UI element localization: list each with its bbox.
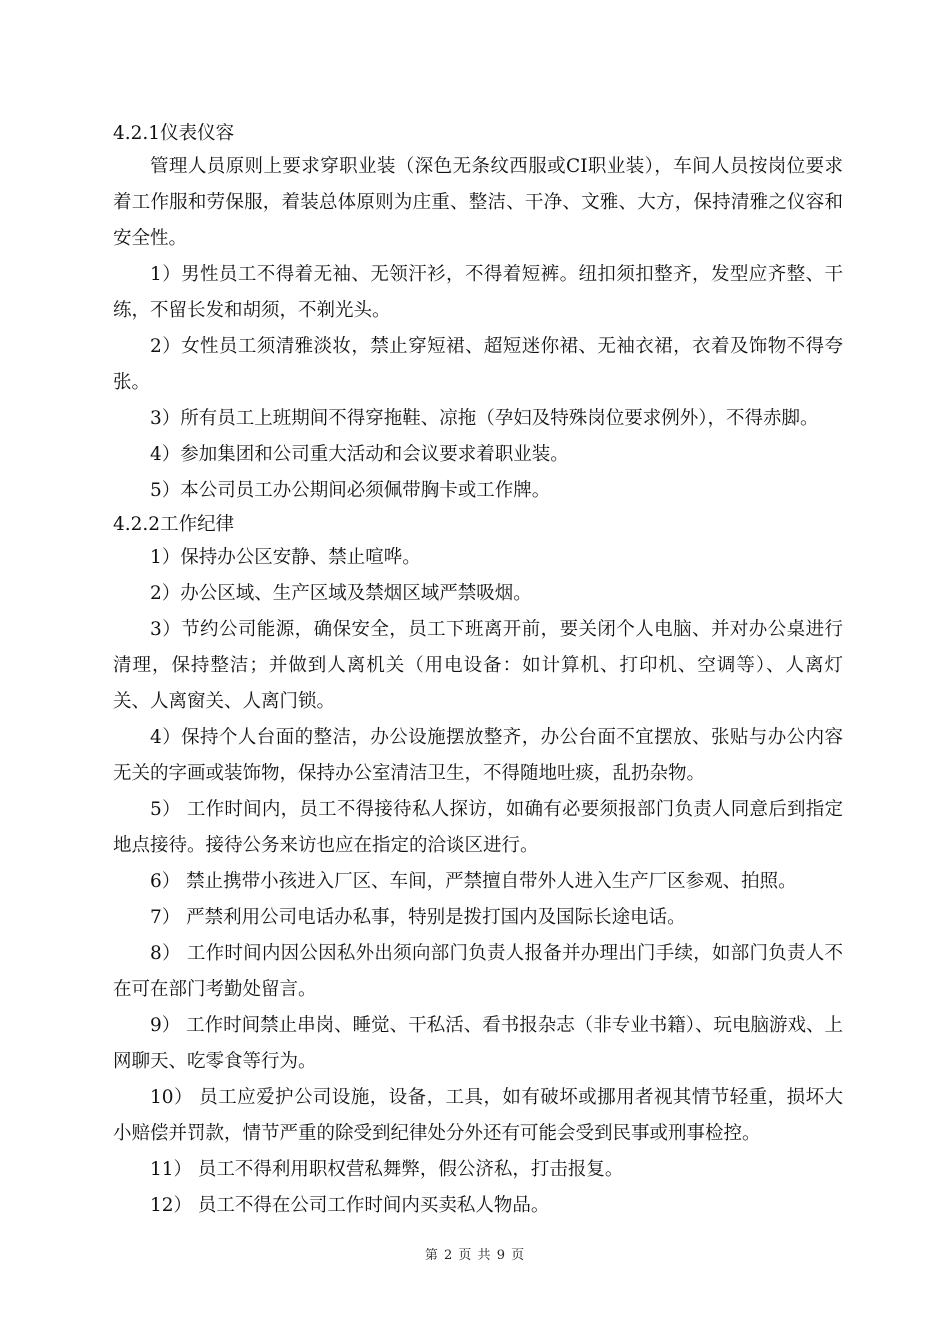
section-heading-4-2-2: 4.2.2工作纪律 bbox=[113, 514, 235, 535]
discipline-rule-6: 6） 禁止携带小孩进入厂区、车间，严禁擅自带外人进入生产厂区参观、拍照。 bbox=[150, 871, 797, 892]
discipline-rule-10: 10） 员工应爱护公司设施，设备，工具，如有破坏或挪用者视其情节轻重，损坏大小赔偿并罚款，情节严重的除受到纪律处分外还有可能会受到民事或刑事检控。 bbox=[113, 1087, 843, 1144]
discipline-rule-7: 7） 严禁利用公司电话办私事，特别是拨打国内及国际长途电话。 bbox=[150, 907, 686, 928]
discipline-rule-1: 1）保持办公区安静、禁止喧哗。 bbox=[150, 547, 421, 568]
discipline-rule-2: 2）办公区域、生产区域及禁烟区域严禁吸烟。 bbox=[150, 583, 532, 604]
discipline-rule-9: 9） 工作时间禁止串岗、睡觉、干私活、看书报杂志（非专业书籍）、玩电脑游戏、上网聊天、吃零食等行为。 bbox=[113, 1015, 843, 1072]
discipline-rule-12: 12） 员工不得在公司工作时间内买卖私人物品。 bbox=[150, 1195, 550, 1216]
dress-rule-5: 5）本公司员工办公期间必须佩带胸卡或工作牌。 bbox=[150, 480, 551, 501]
document-body bbox=[113, 118, 843, 1224]
dress-rule-2: 2）女性员工须清雅淡妆，禁止穿短裙、超短迷你裙、无袖衣裙，衣着及饰物不得夸张。 bbox=[113, 336, 843, 393]
discipline-rule-11: 11） 员工不得利用职权营私舞弊，假公济私，打击报复。 bbox=[150, 1159, 624, 1180]
dress-rule-1: 1）男性员工不得着无袖、无领汗衫，不得着短裤。纽扣须扣整齐，发型应齐整、干练，不留长发和胡须，不剃光头。 bbox=[113, 264, 843, 321]
discipline-rule-8: 8） 工作时间内因公因私外出须向部门负责人报备并办理出门手续，如部门负责人不在可在部门考勤处留言。 bbox=[113, 943, 843, 1000]
discipline-rule-5: 5） 工作时间内，员工不得接待私人探访，如确有必要须报部门负责人同意后到指定地点接待。接待公务来访也应在指定的洽谈区进行。 bbox=[113, 799, 843, 856]
dress-rule-3: 3）所有员工上班期间不得穿拖鞋、凉拖（孕妇及特殊岗位要求例外），不得赤脚。 bbox=[150, 408, 819, 429]
discipline-rule-3: 3）节约公司能源，确保安全，员工下班离开前，要关闭个人电脑、并对办公桌进行清理，保持整洁；并做到人离机关（用电设备：如计算机、打印机、空调等）、人离灯关、人离窗关、人离门锁。 bbox=[113, 619, 843, 712]
dress-rule-4: 4）参加集团和公司重大活动和会议要求着职业装。 bbox=[150, 444, 569, 465]
discipline-rule-4: 4）保持个人台面的整洁，办公设施摆放整齐，办公台面不宜摆放、张贴与办公内容无关的字画或装饰物，保持办公室清洁卫生，不得随地吐痰，乱扔杂物。 bbox=[113, 727, 843, 784]
section-intro-paragraph: 管理人员原则上要求穿职业装（深色无条纹西服或CI职业装），车间人员按岗位要求着工作服和劳保服，着装总体原则为庄重、整洁、干净、文雅、大方，保持清雅之仪容和安全性。 bbox=[113, 156, 843, 249]
page-number-footer: 第 2 页 共 9 页 bbox=[424, 1248, 526, 1263]
section-heading-4-2-1: 4.2.1仪表仪容 bbox=[113, 123, 235, 144]
